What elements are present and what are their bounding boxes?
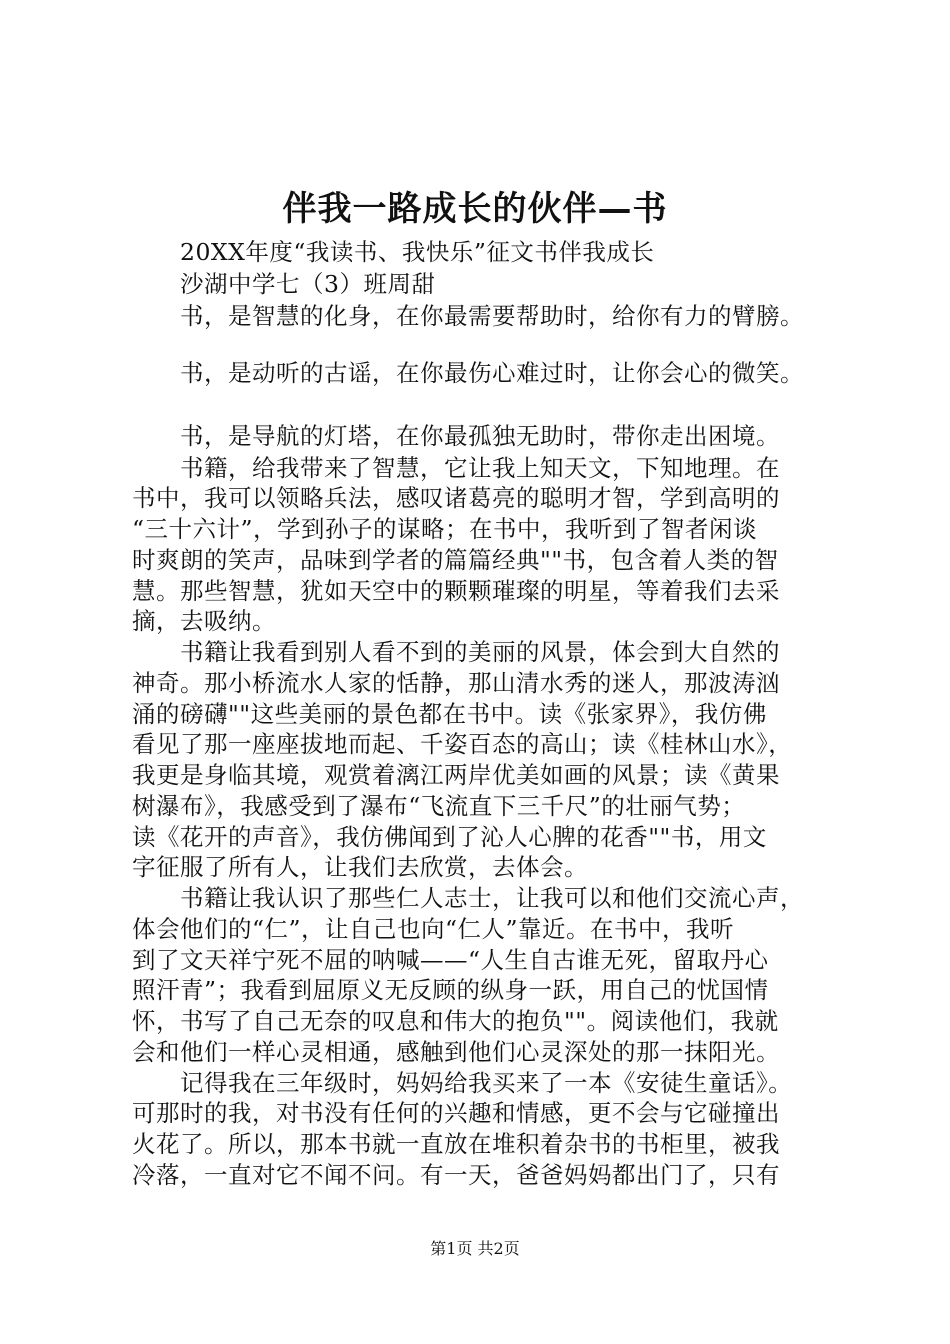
paragraph-line: 20XX年度“我读书、我快乐”征文书伴我成长 (132, 238, 655, 266)
paragraph-line: 体会他们的“仁”，让自己也向“仁人”靠近。在书中，我听 (132, 915, 735, 943)
document-title: 伴我一路成长的伙伴—书 (282, 189, 668, 229)
paragraph-line: 看见了那一座座拔地而起、千姿百态的高山；读《桂林山水》， (132, 730, 793, 758)
paragraph-line: 沙湖中学七（3）班周甜 (132, 270, 436, 298)
paragraph-line: 书籍，给我带来了智慧，它让我上知天文，下知地理。在 (132, 454, 780, 482)
paragraph-line: 记得我在三年级时，妈妈给我买来了一本《安徒生童话》。 (132, 1069, 793, 1097)
paragraph-line: 书，是动听的古谣，在你最伤心难过时，让你会心的微笑。 (132, 359, 804, 387)
paragraph-line: “三十六计”，学到孙子的谋略；在书中，我听到了智者闲谈 (132, 515, 758, 543)
paragraph-line: 神奇。那小桥流水人家的恬静，那山清水秀的迷人，那波涛汹 (132, 669, 780, 697)
paragraph-line: 书籍让我认识了那些仁人志士，让我可以和他们交流心声， (132, 884, 804, 912)
paragraph-line: 书籍让我看到别人看不到的美丽的风景，体会到大自然的 (132, 638, 780, 666)
paragraph-line: 我更是身临其境，观赏着漓江两岸优美如画的风景；读《黄果 (132, 761, 780, 789)
paragraph-line: 会和他们一样心灵相通，感触到他们心灵深处的那一抹阳光。 (132, 1038, 780, 1066)
paragraph-line: 摘，去吸纳。 (132, 607, 276, 635)
paragraph-line: 可那时的我，对书没有任何的兴趣和情感，更不会与它碰撞出 (132, 1099, 780, 1127)
paragraph-line: 字征服了所有人，让我们去欣赏，去体会。 (132, 853, 588, 881)
paragraph-line: 时爽朗的笑声，品味到学者的篇篇经典""书，包含着人类的智 (132, 546, 779, 574)
paragraph-line: 书中，我可以领略兵法，感叹诸葛亮的聪明才智，学到高明的 (132, 484, 780, 512)
paragraph-line: 树瀑布》，我感受到了瀑布“飞流直下三千尺”的壮丽气势； (132, 792, 746, 820)
paragraph-line: 书，是智慧的化身，在你最需要帮助时，给你有力的臂膀。 (132, 302, 804, 330)
paragraph-line: 冷落，一直对它不闻不问。有一天，爸爸妈妈都出门了，只有 (132, 1161, 780, 1189)
paragraph-line: 火花了。所以，那本书就一直放在堆积着杂书的书柜里，被我 (132, 1130, 780, 1158)
page-number-footer: 第1页 共2页 (430, 1239, 520, 1258)
paragraph-line: 到了文天祥宁死不屈的呐喊——“人生自古谁无死，留取丹心 (132, 946, 769, 974)
paragraph-line: 慧。那些智慧，犹如天空中的颗颗璀璨的明星，等着我们去采 (132, 577, 780, 605)
paragraph-line: 书，是导航的灯塔，在你最孤独无助时，带你走出困境。 (132, 422, 780, 450)
paragraph-line: 怀，书写了自己无奈的叹息和伟大的抱负""。阅读他们，我就 (132, 1007, 779, 1035)
paragraph-line: 照汗青”；我看到屈原义无反顾的纵身一跃，用自己的忧国情 (132, 976, 769, 1004)
paragraph-line: 涌的磅礴""这些美丽的景色都在书中。读《张家界》，我仿佛 (132, 700, 767, 728)
paragraph-line: 读《花开的声音》，我仿佛闻到了沁人心脾的花香""书，用文 (132, 823, 767, 851)
